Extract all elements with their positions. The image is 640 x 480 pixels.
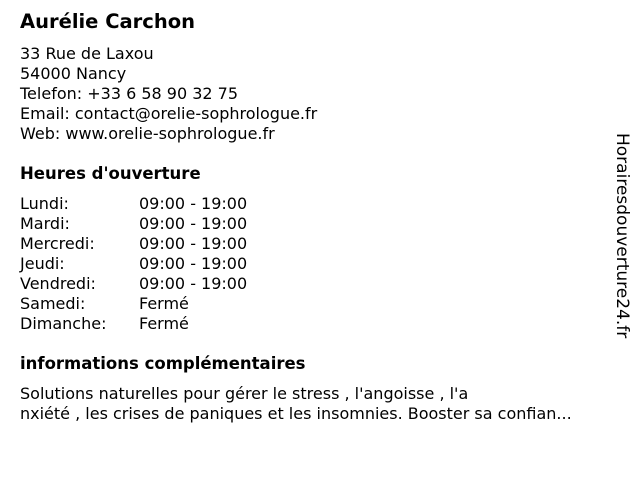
additional-info-heading: informations complémentaires [20,354,306,373]
day-hours: Fermé [139,294,189,313]
hours-row-sunday [20,314,320,334]
phone-number: Telefon: +33 6 58 90 32 75 [20,84,239,103]
city-postcode: 54000 Nancy [20,64,127,83]
day-hours: 09:00 - 19:00 [139,234,248,253]
day-label: Lundi: [20,194,69,213]
day-hours: 09:00 - 19:00 [139,214,248,233]
hours-row-monday [20,194,320,214]
day-hours: Fermé [139,314,189,333]
day-label: Jeudi: [20,254,65,273]
hours-row-tuesday [20,214,320,234]
website: Web: www.orelie-sophrologue.fr [20,124,275,143]
day-label: Mardi: [20,214,70,233]
day-label: Samedi: [20,294,86,313]
day-label: Dimanche: [20,314,107,333]
hours-row-friday [20,274,320,294]
opening-hours-table [20,194,320,334]
day-hours: 09:00 - 19:00 [139,274,248,293]
street-address: 33 Rue de Laxou [20,44,154,63]
site-watermark: Horairesdouverture24.fr [612,133,632,339]
email-address: Email: contact@orelie-sophrologue.fr [20,104,318,123]
business-name: Aurélie Carchon [20,10,196,33]
day-hours: 09:00 - 19:00 [139,194,248,213]
opening-hours-heading: Heures d'ouverture [20,164,201,183]
additional-info-text [20,384,625,424]
description-line: Solutions naturelles pour gérer le stress , l'angoisse , l'a [20,384,469,403]
contact-block [20,44,317,144]
description-line: nxiété , les crises de paniques et les insomnies. Booster sa confian... [20,404,572,423]
hours-row-wednesday [20,234,320,254]
day-label: Vendredi: [20,274,96,293]
day-label: Mercredi: [20,234,95,253]
day-hours: 09:00 - 19:00 [139,254,248,273]
hours-row-thursday [20,254,320,274]
hours-row-saturday [20,294,320,314]
